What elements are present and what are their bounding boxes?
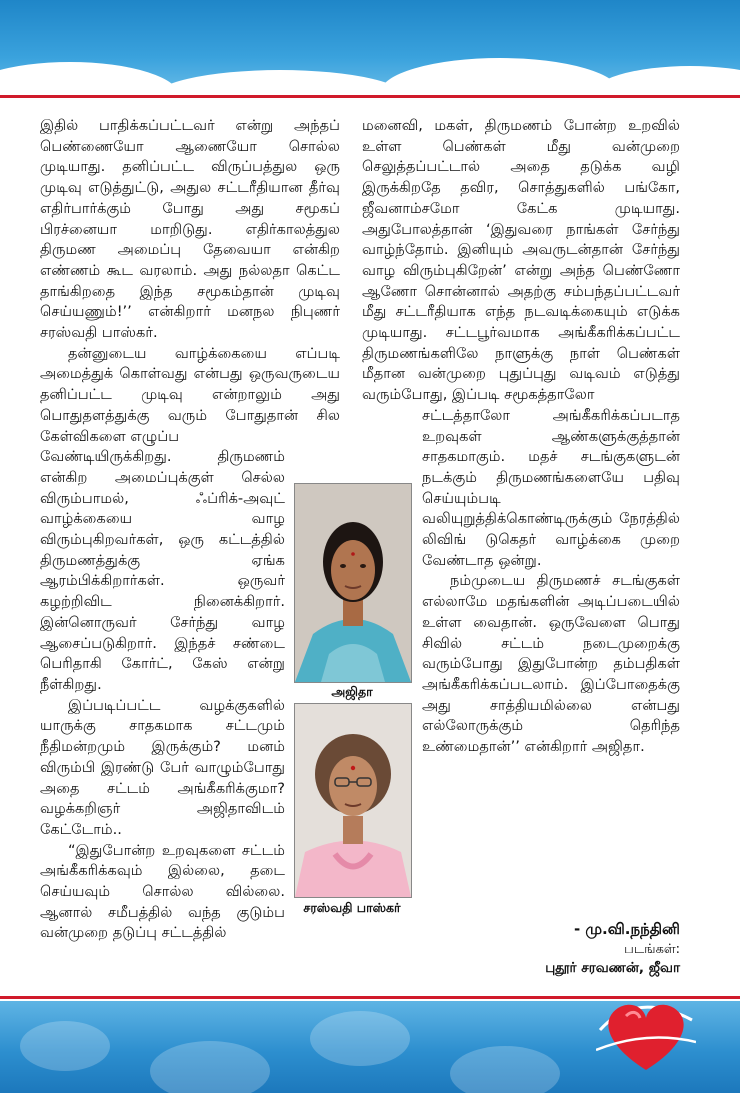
ajitha-portrait-icon bbox=[295, 484, 411, 682]
saraswathi-portrait-icon bbox=[295, 704, 411, 897]
top-divider bbox=[0, 95, 740, 98]
author-credit: - மு.வி.நந்தினி bbox=[573, 920, 680, 938]
ajitha-photo bbox=[294, 483, 412, 683]
right-paragraph-2: சட்டத்தாலோ அங்கீகரிக்கப்படாத உறவுகள் ஆண்களுக்குத்தான் சாதகமாகும். மதச் சடங்குகளுடன் நடக்கும் திருமணங்களையே பதிவு செய்யும்படி வலியுறுத்திக்கொண்டிருக்கும் நேரத்தில் லிவிங் டுகெதர் வாழ்க்கை முறை வேண்டாத ஒன்று. bbox=[422, 406, 680, 569]
right-paragraph-3: நம்முடைய திருமணச் சடங்குகள் எல்லாமே மதங்களின் அடிப்படையில் உள்ள வைதான். ஒருவேளை பொது சிவில் சட்டம் நடைமுறைக்கு வரும்போது இதுபோன்ற தம்பதிகள் அங்கீகரிக்கப்படலாம். இப்போதைக்கு அது சாத்தியமில்லை என்பது எல்லோருக்கும் தெரிந்த உண்மைதான்’’ என்கிறார் அஜிதா. bbox=[422, 572, 680, 756]
saraswathi-caption: சரஸ்வதி பாஸ்கர் bbox=[303, 900, 401, 915]
saraswathi-photo bbox=[294, 703, 412, 898]
left-paragraph-2: தன்னுடைய வாழ்க்கையை எப்படி அமைத்துக் கொள்வது என்பது ஒருவருடைய தனிப்பட்ட முடிவு என்றாலும் அது பொதுதளத்துக்கு வரும் போதுதான் சில கேள்விகளை எழுப்ப bbox=[40, 344, 340, 445]
left-paragraph-4: இப்படிப்பட்ட வழக்குகளில் யாருக்கு சாதகமாக சட்டமும் நீதிமன்றமும் இருக்கும்? மனம் விரும்பி இரண்டு பேர் வாழும்போது அதை சட்டம் அங்கீகரிக்குமா? வழக்கறிஞர் அஜிதாவிடம் கேட்டோம்.. bbox=[40, 696, 285, 838]
photo-credit-names: புதூர் சரவணன், ஜீவா bbox=[545, 960, 680, 976]
left-paragraph-1: இதில் பாதிக்கப்பட்டவர் என்று அந்தப் பெண்ணையோ ஆணையோ சொல்ல முடியாது. தனிப்பட்ட விருப்பத்துல ஒரு முடிவு எடுத்துட்டு, அதுல சட்டரீதியான தீர்வு எதிர்பார்க்கும் போது அது சமூகப் பிரச்னையா மாறிடுது. எதிர்காலத்துல திருமண அமைப்பு தேவையா என்கிற எண்ணம் கூட வரலாம். அது நல்லதா கெட்ட தாங்கிறதை இந்த சமூகம்தான் முடிவு செய்யணும்!’’ என்கிறார் மனநல நிபுணர் சரஸ்வதி பாஸ்கர். bbox=[40, 117, 340, 342]
header-decoration bbox=[0, 0, 740, 96]
left-paragraph-3: வேண்டியிருக்கிறது. திருமணம் என்கிற அமைப்புக்குள் செல்ல விரும்பாமல், ஃப்ரிக்-அவுட் வாழ்க்கையை வாழ விரும்புகிறவர்கள், ஒரு கட்டத்தில் திருமணத்துக்கு ஏங்க ஆரம்பிக்கிறார்கள். ஒருவர் கழற்றிவிட நினைக்கிறார். இன்னொருவர் சேர்ந்து வாழ ஆசைப்படுகிறார். இந்தச் சண்டை பெரிதாகி கோர்ட், கேஸ் என்று நீள்கிறது. bbox=[40, 448, 285, 693]
photo-credit-label: படங்கள்: bbox=[624, 942, 680, 957]
right-paragraph-1: மனைவி, மகள், திருமணம் போன்ற உறவில் உள்ள பெண்கள் மீது வன்முறை செலுத்தப்பட்டால் அதை தடுக்க வழி இருக்கிறதே தவிர, சொத்துகளில் பங்கோ, ஜீவனாம்சமோ கேட்க முடியாது. அதுபோலத்தான் ‘இதுவரை நாங்கள் சேர்ந்து வாழ்ந்தோம். இனியும் அவருடன்தான் சேர்ந்து வாழ விரும்புகிறேன்’ என்று அந்த பெண்ணோ ஆணோ சொன்னால் அதற்கு சம்பந்தப்பட்டவர் மீது சட்டரீதியாக எந்த நடவடிக்கையும் எடுக்க முடியாது. சட்டபூர்வமாக அங்கீகரிக்கப்பட்ட திருமணங்களிலே நாளுக்கு நாள் பெண்கள் மீதான வன்முறை புதுப்புது வடிவம் எடுத்து வரும்போது, இப்படி சமூகத்தாலோ bbox=[362, 117, 680, 404]
left-paragraph-5: “இதுபோன்ற உறவுகளை சட்டம் அங்கீகரிக்கவும் இல்லை, தடை செய்யவும் சொல்ல வில்லை. ஆனால் சமீபத்தில் வந்த குடும்ப வன்முறை தடுப்பு சட்டத்தில் bbox=[40, 841, 285, 942]
heart-icon bbox=[596, 990, 696, 1076]
article-credits bbox=[470, 920, 680, 978]
ajitha-caption: அஜிதா bbox=[331, 684, 373, 699]
